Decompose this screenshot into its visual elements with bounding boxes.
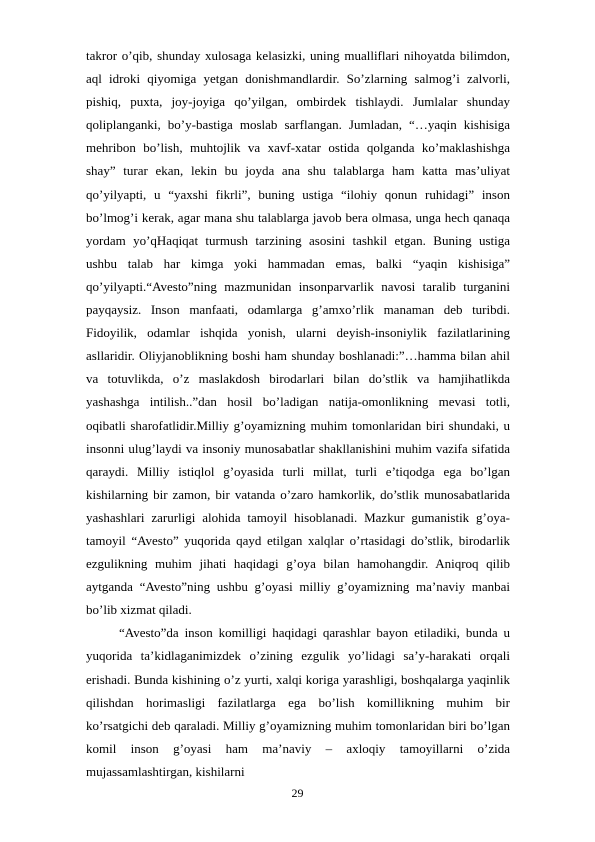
page-number: 29 xyxy=(291,786,304,800)
paragraph-continued: takror o’qib, shunday xulosaga kelasizki, uning mualliflari nihoyatda bilimdon, aql idroki qiyomiga yetgan donishmandlardir. So’zlarning salmog’i zalvorli, pishiq, puxta, joy-joyiga qo’yilgan, ombirdek tishlaydi. Jumlalar shunday qoliplanganki, bo’y-bastiga moslab sarflangan. Jumladan, “…yaqin kishisiga mehribon bo’lish, muhtojlik va xavf-xatar ostida qolganda ko’maklashishga shay” turar ekan, lekin bu joyda ana shu talablarga ham katta mas’uliyat qo’yilyapti, u “yaxshi fikrli”, buning ustiga “ilohiy qonun ruhidagi” inson bo’lmog’i kerak, agar mana shu talablarga javob bera olmasa, unga hech qanaqa yordam yo’qHaqiqat turmush tarzining asosini tashkil etgan. Buning ustiga ushbu talab har kimga yoki hammadan emas, balki “yaqin kishisiga” qo’yilyapti.“Avesto”ning mazmunidan insonparvarlik navosi taralib turganini payqaysiz. Inson manfaati, odamlarga g’amxo’rlik manaman deb turibdi. Fidoyilik, odamlar ishqida yonish, ularni deyish-insoniylik fazilatlarining asllaridir. Oliyjanoblikning boshi ham shunday boshlanadi:”…hamma bilan ahil va totuvlikda, o’z maslakdosh birodarlari bilan do’stlik va hamjihatlikda yashashga intilish..”dan hosil bo’ladigan natija-omonlikning mevasi totli, oqibatli sharofatlidir.Milliy g’oyamizning muhim tomonlaridan biri shundaki, u insonni ulug’laydi va insoniy munosabatlar shakllanishini muhim vazifa sifatida qaraydi. Milliy istiqlol g’oyasida turli millat, turli e’tiqodga ega bo’lgan kishilarning bir zamon, bir vatanda o’zaro hamkorlik, do’stlik munosabatlarida yashashlari zarurligi alohida tamoyil hisoblanadi. Mazkur gumanistik g’oya-tamoyil “Avesto” yuqorida qayd etilgan xalqlar o’rtasidagi do’stlik, birodarlik ezgulikning muhim jihati haqidagi g’oya bilan hamohangdir. Aniqroq qilib aytganda “Avesto”ning ushbu g’oyasi milliy g’oyamizning ma’naviy manbai bo’lib xizmat qiladi. xyxy=(86,48,510,618)
document-body xyxy=(86,44,510,783)
paragraph-avesto-perfection: “Avesto”da inson komilligi haqidagi qarashlar bayon etiladiki, bunda u yuqorida ta’kidlaganimizdek o’zining ezgulik yo’lidagi sa’y-harakati orqali erishadi. Bunda kishining o’z yurti, xalqi koriga yarashligi, boshqalarga yaqinlik qilishdan horimasligi fazilatlarga ega bo’lish komillikning muhim bir ko’rsatgichi deb qaraladi. Milliy g’oyamizning muhim tomonlaridan biri bo’lgan komil inson g’oyasi ham ma’naviy – axloqiy tamoyillarni o’zida mujassamlashtirgan, kishilarni xyxy=(86,625,510,779)
